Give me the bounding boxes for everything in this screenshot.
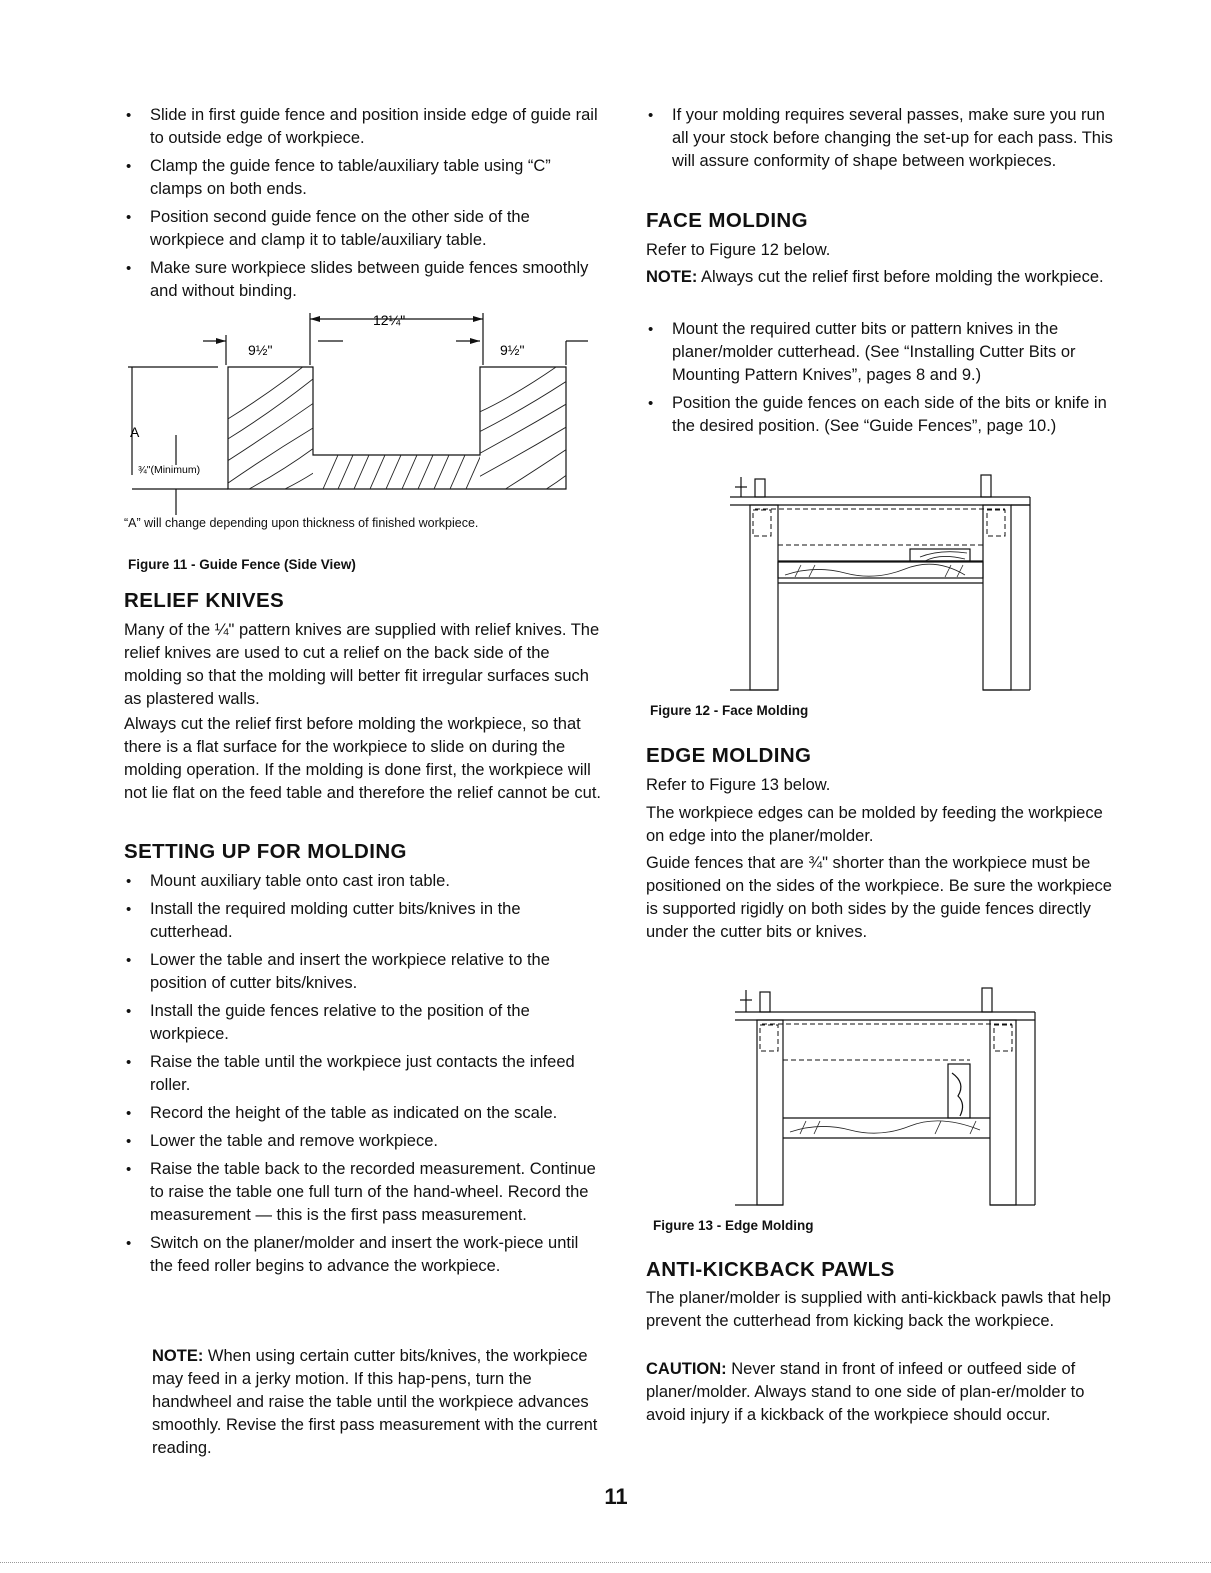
list-item: • Clamp the guide fence to table/auxiliary table using “C” clamps on both ends. [124, 155, 602, 201]
list-item: • Position the guide fences on each side of the bits or knife in the desired position. (See “Guide Fences”, page 10.) [646, 392, 1124, 438]
page-bottom-edge [0, 1562, 1211, 1563]
page-number: 11 [604, 1484, 628, 1509]
figure-11-caption: Figure 11 - Guide Fence (Side View) [128, 557, 356, 572]
list-item: • Record the height of the table as indicated on the scale. [124, 1102, 602, 1125]
relief-paragraph-1: Many of the ¼" pattern knives are supplied with relief knives. The relief knives are used to cut a relief on the back side of the molding so that the molding will better fit irregular surfaces such as plastered walls. [124, 621, 600, 708]
heading-face-molding: FACE MOLDING [646, 209, 808, 232]
note-label: NOTE: [152, 1347, 204, 1365]
caution-paragraph [646, 1358, 1124, 1427]
face-molding-steps [646, 318, 1124, 443]
list-item: • Mount auxiliary table onto cast iron table. [124, 870, 602, 893]
figure-13-edge-molding-diagram [730, 978, 1040, 1210]
list-item: • Mount the required cutter bits or pattern knives in the planer/molder cutterhead. (See “Installing Cutter Bits or Mounting Pattern Knives”, pages 8 and 9.) [646, 318, 1124, 387]
list-item: • Raise the table back to the recorded measurement. Continue to raise the table one full turn of the hand-wheel. Record the measurement — this is the first pass measurement. [124, 1158, 602, 1227]
note-text: Always cut the relief first before molding the workpiece. [697, 268, 1104, 286]
edge-paragraph-2: Guide fences that are ¾" shorter than the workpiece must be positioned on the sides of the workpiece. Be sure the workpiece is supported rigidly on both sides by the guide fences directly under the cutter bits or knives. [646, 854, 1112, 941]
list-item: • Position second guide fence on the other side of the workpiece and clamp it to table/auxiliary table. [124, 206, 602, 252]
list-item: • Make sure workpiece slides between guide fences smoothly and without binding. [124, 257, 602, 303]
figure-13-caption: Figure 13 - Edge Molding [653, 1218, 814, 1233]
note-label: NOTE: [646, 268, 698, 286]
figure-11-guide-fence-diagram [118, 305, 608, 520]
list-item: • Raise the table until the workpiece just contacts the infeed roller. [124, 1051, 602, 1097]
list-item: • Install the required molding cutter bits/knives in the cutterhead. [124, 898, 602, 944]
dimension-a-label: A [130, 424, 140, 440]
figure-12-face-molding-diagram [725, 465, 1035, 695]
edge-paragraph-1: The workpiece edges can be molded by feeding the workpiece on edge into the planer/molder. [646, 804, 1103, 845]
heading-setting-up-for-molding: SETTING UP FOR MOLDING [124, 840, 407, 863]
guide-fence-steps [124, 104, 602, 308]
list-item: • Lower the table and insert the workpiece relative to the position of cutter bits/knives. [124, 949, 602, 995]
relief-paragraph-2: Always cut the relief first before molding the workpiece, so that there is a flat surface for the workpiece to slide on during the molding operation. If the molding is done first, the workpiece will not lie flat on the feed table and therefore the relief cannot be cut. [124, 715, 601, 802]
heading-edge-molding: EDGE MOLDING [646, 744, 812, 767]
setup-steps [124, 870, 602, 1283]
caution-text: Never stand in front of infeed or outfeed side of planer/molder. Always stand to one side of plan-er/molder to avoid injury if a kickback of the workpiece should occur. [646, 1360, 1085, 1424]
heading-anti-kickback-pawls: ANTI-KICKBACK PAWLS [646, 1258, 895, 1281]
list-item: • Lower the table and remove workpiece. [124, 1130, 602, 1153]
dimension-center-label: 12¼" [373, 312, 406, 328]
edge-reference: Refer to Figure 13 below. [646, 776, 831, 794]
setup-note [152, 1345, 602, 1460]
figure-11-note: “A” will change depending upon thickness of finished workpiece. [124, 516, 479, 530]
face-reference: Refer to Figure 12 below. [646, 241, 831, 259]
minimum-label: ¾"(Minimum) [138, 464, 201, 476]
list-item: • Install the guide fences relative to the position of the workpiece. [124, 1000, 602, 1046]
caution-label: CAUTION: [646, 1360, 727, 1378]
dimension-left-label: 9½" [248, 342, 273, 358]
heading-relief-knives: RELIEF KNIVES [124, 589, 285, 612]
figure-12-caption: Figure 12 - Face Molding [650, 703, 809, 718]
list-item: • Slide in first guide fence and position inside edge of guide rail to outside edge of workpiece. [124, 104, 602, 150]
anti-kickback-paragraph: The planer/molder is supplied with anti-kickback pawls that help prevent the cutterhead from kicking back the workpiece. [646, 1289, 1111, 1330]
multi-pass-tip [646, 104, 1124, 178]
list-item: • Switch on the planer/molder and insert the work-piece until the feed roller begins to advance the workpiece. [124, 1232, 602, 1278]
note-text: When using certain cutter bits/knives, the workpiece may feed in a jerky motion. If this hap-pens, turn the handwheel and raise the table until the workpiece advances smoothly. Revise the first pass measurement with the current reading. [152, 1347, 598, 1457]
face-note [646, 266, 1124, 289]
list-item: • If your molding requires several passes, make sure you run all your stock before changing the set-up for each pass. This will assure conformity of shape between workpieces. [646, 104, 1124, 173]
dimension-right-label: 9½" [500, 342, 525, 358]
